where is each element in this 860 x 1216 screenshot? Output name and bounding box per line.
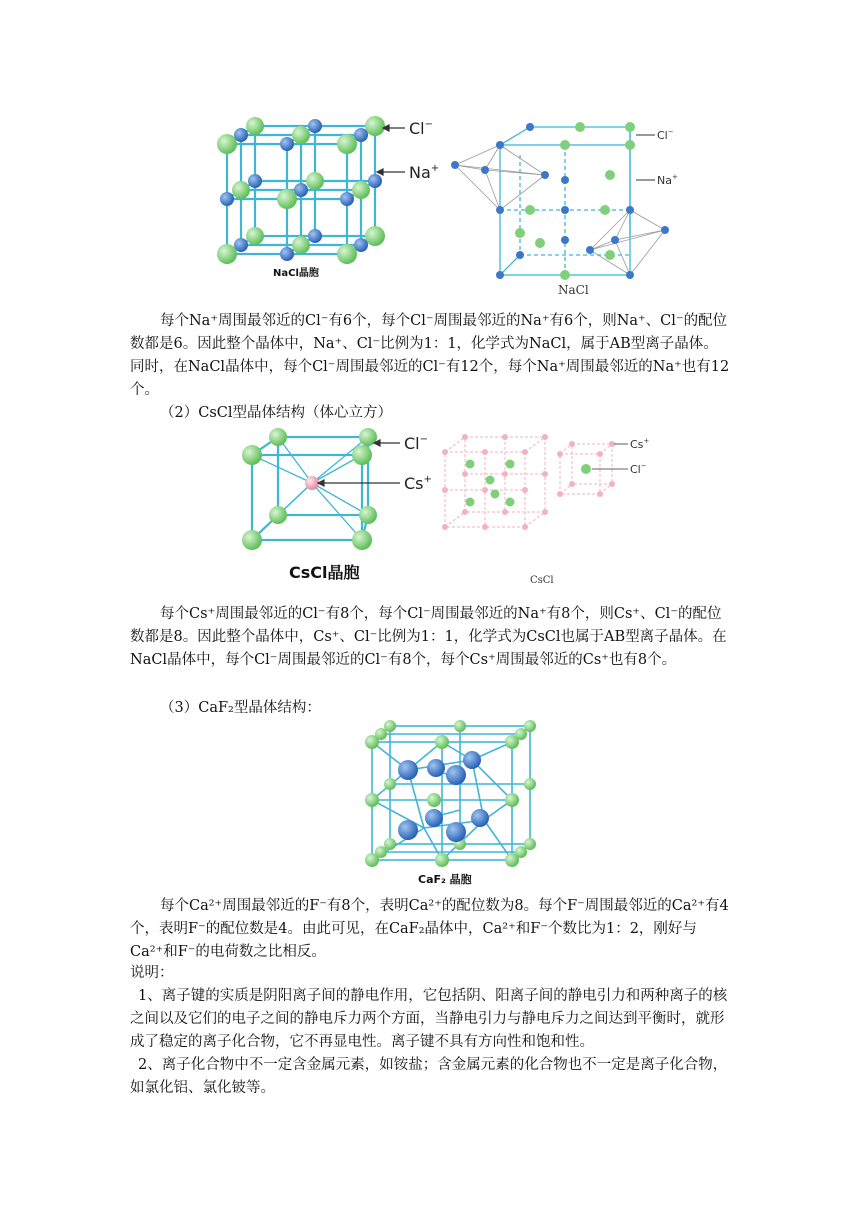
heading-caf2: （3）CaF₂型晶体结构： [160,700,321,716]
paragraph-caf2: 每个Ca²⁺周围最邻近的F⁻有8个，表明Ca²⁺的配位数为8。每个F⁻周围最邻近的Ca²⁺有4个，表明F⁻的配位数是4。由此可见，在CaF₂晶体中，Ca²⁺和F⁻个数比为1：2，刚好与Ca²⁺和F⁻的电荷数之比相反。 [130,898,729,960]
cscl-cl-label: Cl− [404,434,429,453]
nacl-ions [217,116,385,264]
notes-section [130,962,730,1100]
cscl-cl-label-small: Cl− [630,462,647,476]
cscl-caption-right: CsCl [530,575,554,586]
caf2-unit-cell-figure [360,720,540,870]
notes-item-2: 2、离子化合物中不一定含金属元素，如铵盐；含金属元素的化合物也不一定是离子化合物，如氯化铝、氯化铍等。 [130,1057,728,1096]
cl-label-small: Cl− [657,128,674,142]
paragraph-cscl: 每个Cs⁺周围最邻近的Cl⁻有8个，每个Cl⁻周围最邻近的Na⁺有8个，则Cs⁺、Cl⁻的配位数都是8。因此整个晶体中，Cs⁺、Cl⁻比例为1：1，化学式为CsCl也属于AB型离子晶体。在NaCl晶体中，每个Cl⁻周围最邻近的Cl⁻有8个，每个Cs⁺周围最邻近的Cs⁺也有8个。 [130,606,727,668]
cl-label: Cl− [409,119,434,138]
nacl-structure-figure [450,115,690,295]
cscl-caption-left: CsCl晶胞 [289,563,360,582]
cscl-unit-cell-figure [238,425,448,555]
paragraph-nacl: 每个Na⁺周围最邻近的Cl⁻有6个，每个Cl⁻周围最邻近的Na⁺有6个，则Na⁺、Cl⁻的配位数都是6。因此整个晶体中，Na⁺、Cl⁻比例为1：1，化学式为NaCl，属于AB型离子晶体。同时，在NaCl晶体中，每个Cl⁻周围最邻近的Cl⁻有12个，每个Na⁺周围最邻近的Na⁺也有12个。 [130,313,730,398]
notes-item-1: 1、离子键的实质是阴阳离子间的静电作用，它包括阴、阳离子间的静电引力和两种离子的核之间以及它们的电子之间的静电斥力两个方面，当静电引力与静电斥力之间达到平衡时，就形成了稳定的离子化合物，它不再显电性。离子键不具有方向性和饱和性。 [130,988,728,1050]
caf2-caption: CaF₂ 晶胞 [418,873,472,886]
notes-title: 说明： [130,965,174,981]
nacl-unit-cell-figure [205,108,465,283]
na-label-small: Na+ [657,173,678,187]
nacl-caption-right: NaCl [558,283,589,297]
na-label: Na+ [409,163,440,182]
cscl-cs-label-small: Cs+ [630,437,650,451]
nacl-caption-left: NaCl晶胞 [273,268,319,279]
cscl-cs-label: Cs+ [404,474,432,493]
heading-cscl: （2）CsCl型晶体结构（体心立方） [160,405,392,421]
cscl-structure-figure [440,432,665,532]
